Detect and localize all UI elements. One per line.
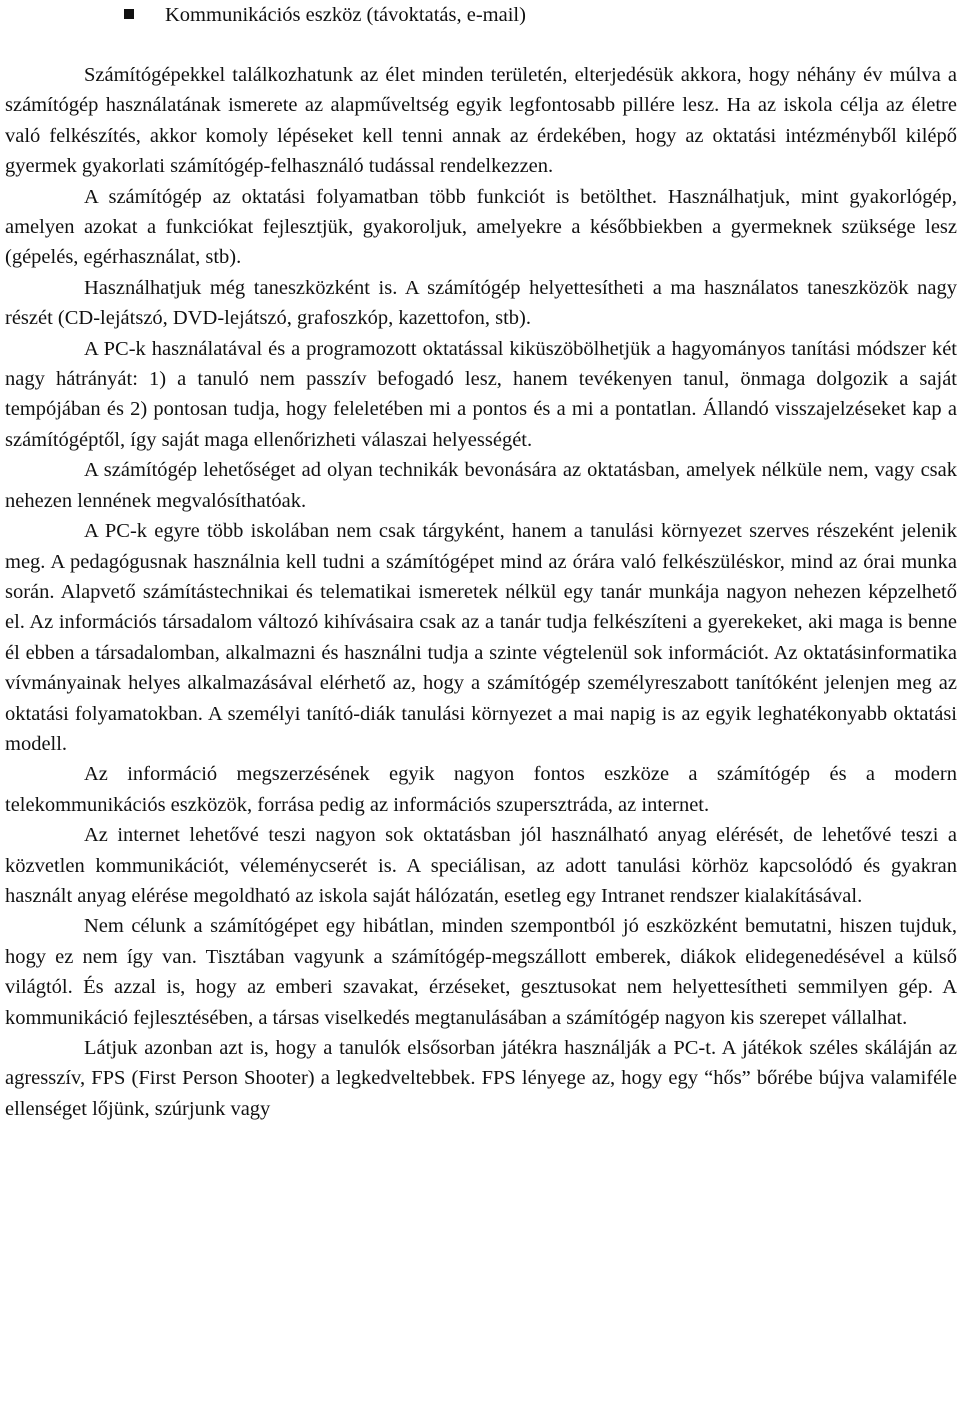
paragraph: Használhatjuk még taneszközként is. A számítógép helyettesítheti a ma használatos taneszközök nagy részét (CD-lejátszó, DVD-lejátszó, grafoszkóp, kazettofon, stb). — [5, 276, 957, 330]
paragraph: Nem célunk a számítógépet egy hibátlan, minden szempontból jó eszközként bemutatni, hiszen tujduk, hogy ez nem így van. Tisztában vagyunk a számítógép-megszállott emberek, diákok elidegenedésével a külső világtól. És azzal is, hogy az emberi szavakat, érzéseket, gesztusokat nem helyettesítheti semmilyen gép. A kommunikáció fejlesztésében, a társas viselkedés megtanulásában a számítógép nagyon kis szerepet vállalhat. — [5, 915, 957, 1029]
paragraph: A PC-k egyre több iskolában nem csak tárgyként, hanem a tanulási környezet szerves részeként jelenik meg. A pedagógusnak használnia kell tudni a számítógépet mind az órára való felkészüléskor, mind az órai munka során. Alapvető számítástechnikai és telematikai ismeretek nélkül egy tanár munkája nagyon nehezen képzelhető el. Az információs társadalom változó kihívásaira csak az a tanár tudja felkészíteni a gyerekeket, aki maga is benne él ebben a társadalomban, alkalmazni és használni tudja a szinte végtelenül sok információt. Az oktatásinformatika vívmányainak helyes alkalmazásával elérhető az, hogy a számítógép személyreszabott tanítóként jelenjen meg az oktatási folyamatokban. A személyi tanító-diák tanulási környezet a mai napig is az egyik leghatékonyabb oktatási modell. — [5, 520, 957, 755]
document-page — [5, 0, 957, 1124]
paragraph: Az internet lehetővé teszi nagyon sok oktatásban jól használható anyag elérését, de lehetővé teszi a közvetlen kommunikációt, véleménycserét is. A speciálisan, az adott tanulási körhöz kapcsolódó és gyakran használt anyag elérése megoldható az iskola saját hálózatán, esetleg egy Intranet rendszer kialakításával. — [5, 824, 957, 907]
bullet-item-text: Kommunikációs eszköz (távoktatás, e-mail) — [165, 4, 526, 26]
paragraph: Számítógépekkel találkozhatunk az élet minden területén, elterjedésük akkora, hogy néhány év múlva a számítógép használatának ismerete az alapműveltség egyik legfontosabb pillére lesz. Ha az iskola célja az életre való felkészítés, akkor komoly lépéseket kell tenni annak az érdekében, hogy az oktatási intézményből kilépő gyermek gyakorlati számítógép-felhasználó tudással rendelkezzen. — [5, 64, 957, 178]
bullet-item — [5, 0, 957, 30]
paragraph: A PC-k használatával és a programozott oktatással kiküszöbölhetjük a hagyományos tanítási módszer két nagy hátrányát: 1) a tanuló nem passzív befogadó lesz, hanem tevékenyen tanul, önmaga dolgozik a saját tempójában és 2) pontosan tudja, hogy feleletében mi a pontos és a mi a pontatlan. Állandó visszajelzéseket kap a számítógéptől, így saját maga ellenőrizheti válaszai helyességét. — [5, 337, 957, 451]
paragraph: Az információ megszerzésének egyik nagyon fontos eszköze a számítógép és a modern telekommunikációs eszközök, forrása pedig az információs szupersztráda, az internet. — [5, 763, 957, 816]
paragraph: Látjuk azonban azt is, hogy a tanulók elsősorban játékra használják a PC-t. A játékok széles skáláján az agresszív, FPS (First Person Shooter) a legkedveltebbek. FPS lényege az, hogy egy “hős” bőrébe bújva valamiféle ellenséget lőjünk, szúrjunk vagy — [5, 1037, 957, 1120]
paragraph: A számítógép az oktatási folyamatban több funkciót is betölthet. Használhatjuk, mint gyakorlógép, amelyen azokat a funkciókat fejlesztjük, gyakoroljuk, amelyekre a későbbiekben a gyermeknek szüksége lesz (gépelés, egérhasználat, stb). — [5, 185, 957, 269]
square-bullet-icon — [124, 9, 134, 19]
paragraph: A számítógép lehetőséget ad olyan technikák bevonására az oktatásban, amelyek nélküle nem, vagy csak nehezen lennének megvalósíthatóak. — [5, 459, 957, 512]
